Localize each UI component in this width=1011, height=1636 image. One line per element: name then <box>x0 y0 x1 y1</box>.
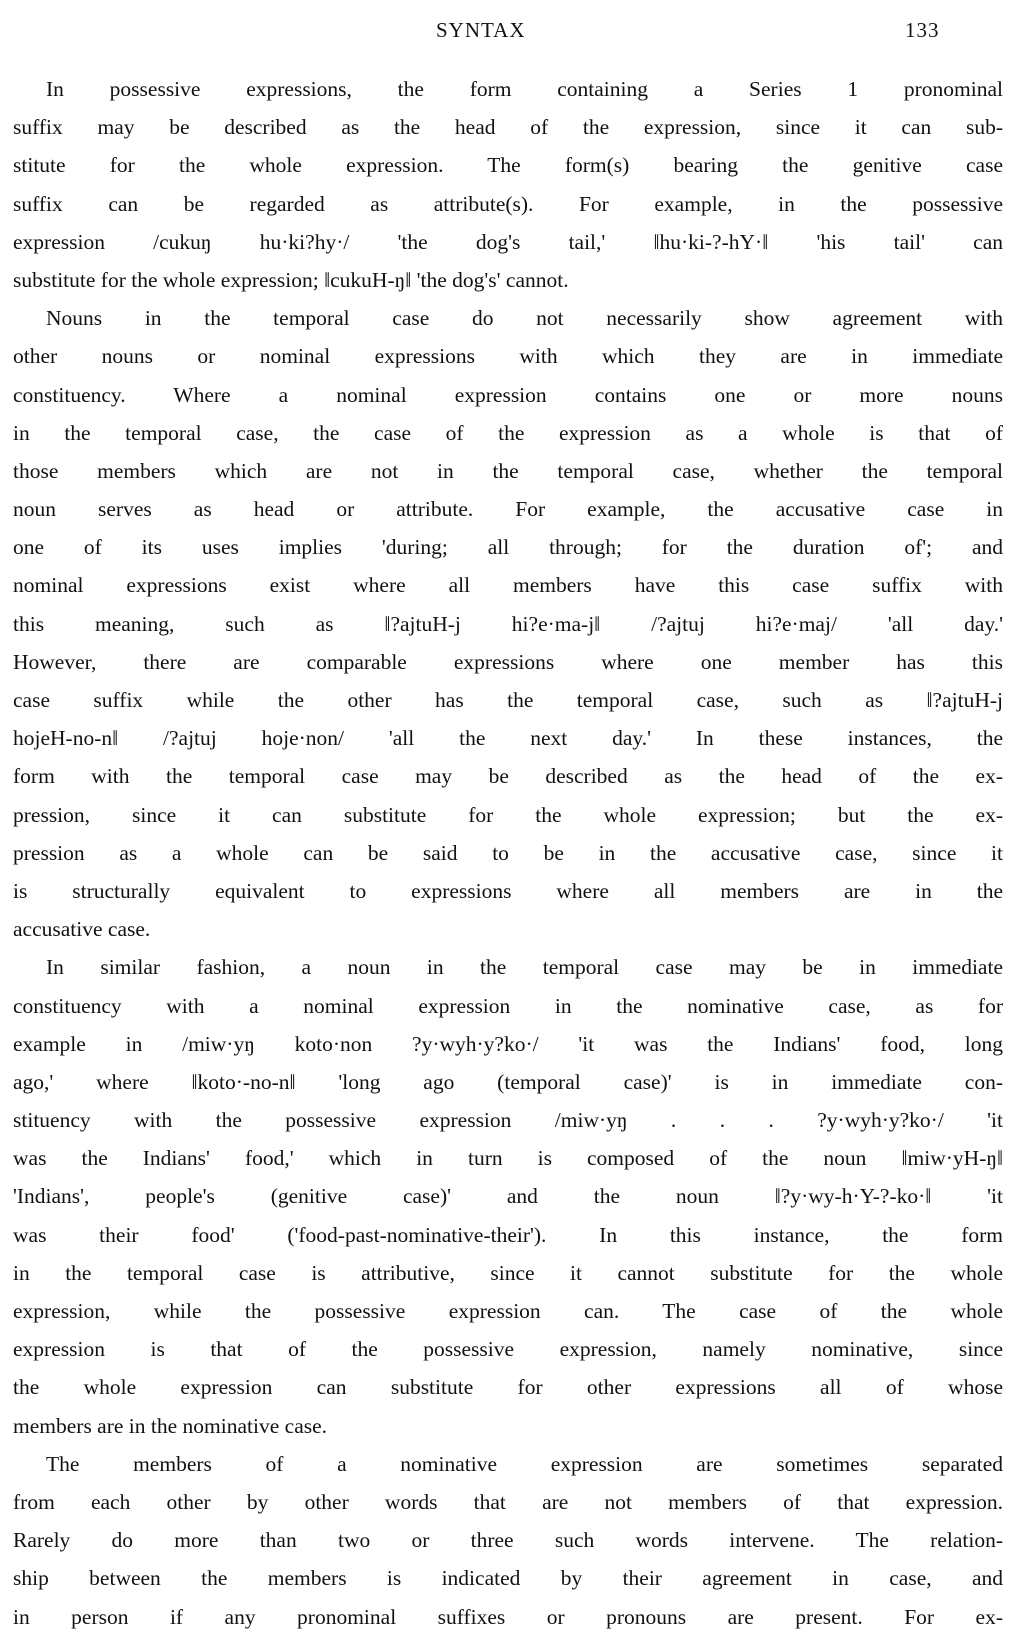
text-line: is structurally equivalent to expressions where all members are in the <box>13 878 1003 903</box>
text-line: one of its uses implies 'during; all through; for the duration of'; and <box>13 535 1003 560</box>
text-line: Rarely do more than two or three such words intervene. The relation- <box>13 1528 1003 1553</box>
text-line: other nouns or nominal expressions with which they are in immediate <box>13 344 1003 369</box>
text-line: was the Indians' food,' which in turn is composed of the noun ‖miw·yH-ŋ‖ <box>13 1146 1003 1171</box>
text-line: in person if any pronominal suffixes or pronouns are present. For ex- <box>13 1604 1003 1629</box>
text-line: hojeH-no-n‖ /?ajtuj hoje·non/ 'all the next day.' In these instances, the <box>13 726 1003 751</box>
text-line: Nouns in the temporal case do not necessarily show agreement with <box>46 306 1003 331</box>
text-line: noun serves as head or attribute. For example, the accusative case in <box>13 497 1003 522</box>
text-line: case suffix while the other has the temporal case, such as ‖?ajtuH-j <box>13 688 1003 712</box>
body-text <box>13 70 1003 1636</box>
text-line: expression is that of the possessive expression, namely nominative, since <box>13 1337 1003 1362</box>
text-line: suffix may be described as the head of the expression, since it can sub- <box>13 115 1003 140</box>
text-line: ago,' where ‖koto·-no-n‖ 'long ago (temporal case)' is in immediate con- <box>13 1069 1003 1094</box>
text-line: was their food' ('food-past-nominative-their'). In this instance, the form <box>13 1222 1003 1247</box>
text-line: ship between the members is indicated by their agreement in case, and <box>13 1566 1003 1591</box>
text-line: expression /cukuŋ hu·ki?hy·/ 'the dog's tail,' ‖hu·ki-?-hY·‖ 'his tail' can <box>13 229 1003 254</box>
text-line: example in /miw·yŋ koto·non ?y·wyh·y?ko·/ 'it was the Indians' food, long <box>13 1031 1003 1056</box>
text-line: substitute for the whole expression; ‖cukuH-ŋ‖ 'the dog's' cannot. <box>13 267 569 292</box>
text-line: the whole expression can substitute for other expressions all of whose <box>13 1375 1003 1400</box>
running-head <box>0 18 1011 48</box>
running-title: SYNTAX <box>436 18 526 42</box>
text-line: nominal expressions exist where all members have this case suffix with <box>13 573 1003 598</box>
text-line: In possessive expressions, the form containing a Series 1 pronominal <box>46 77 1003 101</box>
text-line: suffix can be regarded as attribute(s). For example, in the possessive <box>13 191 1003 216</box>
text-line: stituency with the possessive expression /miw·yŋ . . . ?y·wyh·y?ko·/ 'it <box>13 1108 1003 1133</box>
text-line: from each other by other words that are not members of that expression. <box>13 1489 1003 1514</box>
text-line: stitute for the whole expression. The form(s) bearing the genitive case <box>13 153 1003 178</box>
text-line: pression as a whole can be said to be in the accusative case, since it <box>13 840 1003 865</box>
text-line: this meaning, such as ‖?ajtuH-j hi?e·ma-j‖ /?ajtuj hi?e·maj/ 'all day.' <box>13 611 1003 636</box>
text-line: However, there are comparable expressions where one member has this <box>13 649 1003 674</box>
text-line: In similar fashion, a noun in the temporal case may be in immediate <box>46 955 1003 980</box>
page-number: 133 <box>905 18 940 42</box>
text-line: 'Indians', people's (genitive case)' and the noun ‖?y·wy-h·Y-?-ko·‖ 'it <box>13 1184 1003 1209</box>
text-line: members are in the nominative case. <box>13 1413 328 1438</box>
text-line: those members which are not in the temporal case, whether the temporal <box>13 458 1003 483</box>
text-line: The members of a nominative expression are sometimes separated <box>46 1451 1003 1476</box>
text-line: in the temporal case is attributive, since it cannot substitute for the whole <box>13 1260 1003 1285</box>
text-line: expression, while the possessive expression can. The case of the whole <box>13 1299 1003 1323</box>
text-line: pression, since it can substitute for the whole expression; but the ex- <box>13 802 1003 827</box>
text-line: accusative case. <box>13 917 151 942</box>
text-line: constituency with a nominal expression in the nominative case, as for <box>13 993 1003 1018</box>
text-line: in the temporal case, the case of the expression as a whole is that of <box>13 420 1003 445</box>
text-line: form with the temporal case may be described as the head of the ex- <box>13 764 1003 789</box>
text-line: constituency. Where a nominal expression contains one or more nouns <box>13 382 1003 407</box>
